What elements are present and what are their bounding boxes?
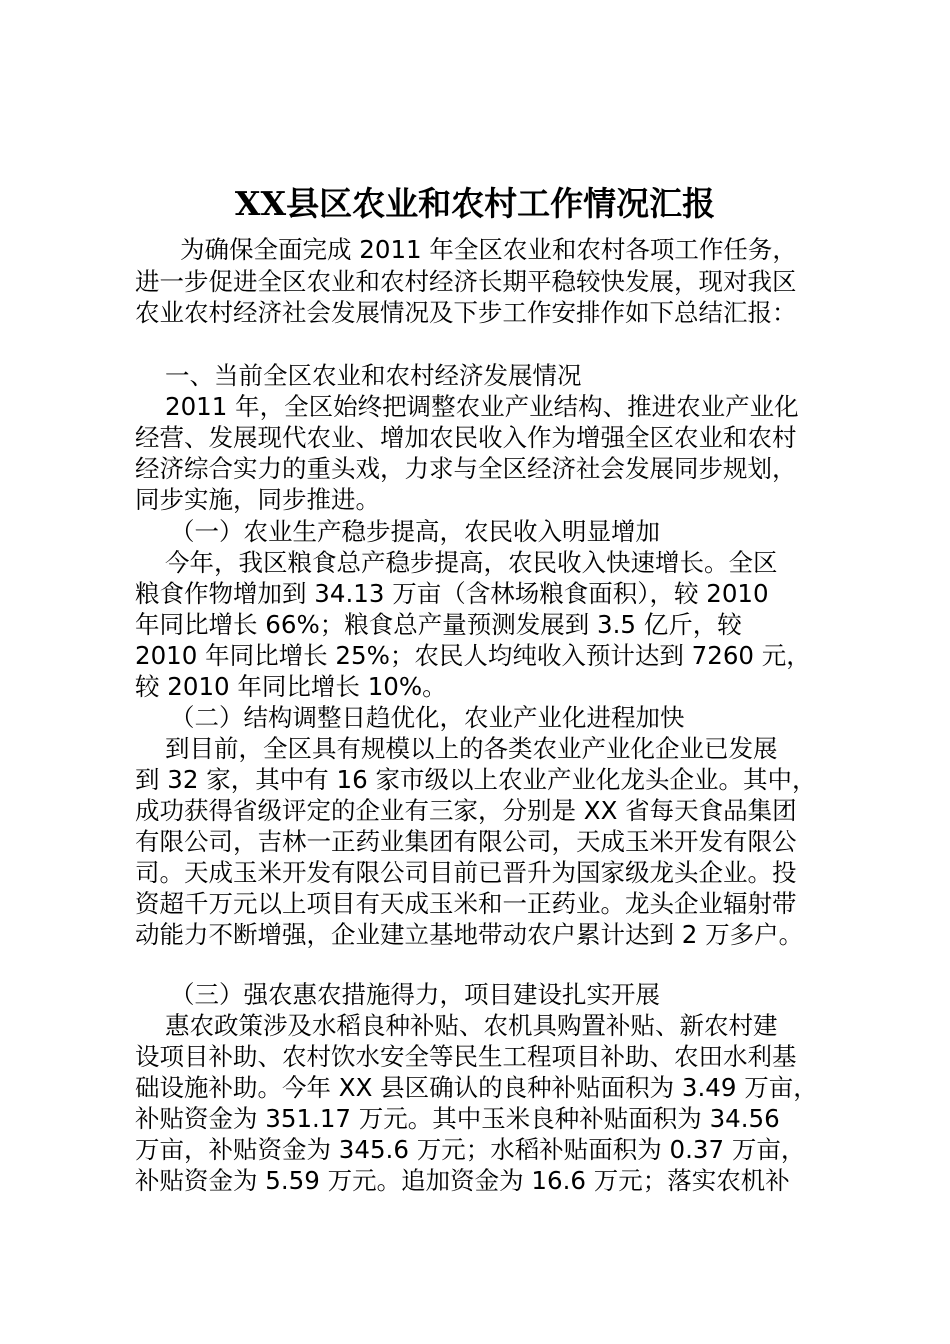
paragraph-line: 到目前，全区具有规模以上的各类农业产业化企业已发展 <box>165 734 778 763</box>
paragraph-line: 有限公司，吉林一正药业集团有限公司，天成玉米开发有限公 <box>135 827 797 856</box>
paragraph-line: 2010 年同比增长 25%；农民人均纯收入预计达到 7260 元， <box>135 641 811 670</box>
paragraph-line: 2011 年，全区始终把调整农业产业结构、推进农业产业化 <box>165 392 799 421</box>
paragraph-line: 年同比增长 66%；粮食总产量预测发展到 3.5 亿斤，较 <box>135 610 742 639</box>
paragraph-line: 到 32 家，其中有 16 家市级以上农业产业化龙头企业。其中， <box>135 765 817 794</box>
paragraph-line: 今年，我区粮食总产稳步提高，农民收入快速增长。全区 <box>165 548 778 577</box>
paragraph-line: 惠农政策涉及水稻良种补贴、农机具购置补贴、新农村建 <box>165 1011 778 1040</box>
paragraph-line: 农业农村经济社会发展情况及下步工作安排作如下总结汇报： <box>135 298 797 327</box>
paragraph-line: 司。天成玉米开发有限公司目前已晋升为国家级龙头企业。投 <box>135 858 797 887</box>
paragraph-line: 同步实施，同步推进。 <box>135 485 380 514</box>
paragraph-line: 万亩，补贴资金为 345.6 万元；水稻补贴面积为 0.37 万亩， <box>135 1135 806 1164</box>
paragraph-line: 动能力不断增强，企业建立基地带动农户累计达到 2 万多户。 <box>135 920 804 949</box>
subsection-heading: （三）强农惠农措施得力，项目建设扎实开展 <box>170 980 660 1009</box>
subsection-heading: （二）结构调整日趋优化，农业产业化进程加快 <box>170 703 685 732</box>
paragraph-line: 础设施补助。今年 XX 县区确认的良种补贴面积为 3.49 万亩， <box>135 1073 818 1102</box>
paragraph-line: 进一步促进全区农业和农村经济长期平稳较快发展，现对我区 <box>135 267 797 296</box>
paragraph-line: 设项目补助、农村饮水安全等民生工程项目补助、农田水利基 <box>135 1042 797 1071</box>
paragraph-line: 补贴资金为 5.59 万元。追加资金为 16.6 万元；落实农机补 <box>135 1166 790 1195</box>
document-title: XX县区农业和农村工作情况汇报 <box>234 184 716 223</box>
paragraph-line: 为确保全面完成 2011 年全区农业和农村各项工作任务， <box>180 235 797 264</box>
paragraph-line: 粮食作物增加到 34.13 万亩（含林场粮食面积），较 2010 <box>135 579 769 608</box>
paragraph-line: 补贴资金为 351.17 万元。其中玉米良种补贴面积为 34.56 <box>135 1104 780 1133</box>
paragraph-line: 经济综合实力的重头戏，力求与全区经济社会发展同步规划， <box>135 454 797 483</box>
paragraph-line: 经营、发展现代农业、增加农民收入作为增强全区农业和农村 <box>135 423 797 452</box>
section-heading: 一、当前全区农业和农村经济发展情况 <box>165 361 582 390</box>
paragraph-line: 较 2010 年同比增长 10%。 <box>135 672 447 701</box>
subsection-heading: （一）农业生产稳步提高，农民收入明显增加 <box>170 517 660 546</box>
paragraph-line: 成功获得省级评定的企业有三家，分别是 XX 省每天食品集团 <box>135 796 797 825</box>
paragraph-line: 资超千万元以上项目有天成玉米和一正药业。龙头企业辐射带 <box>135 889 797 918</box>
